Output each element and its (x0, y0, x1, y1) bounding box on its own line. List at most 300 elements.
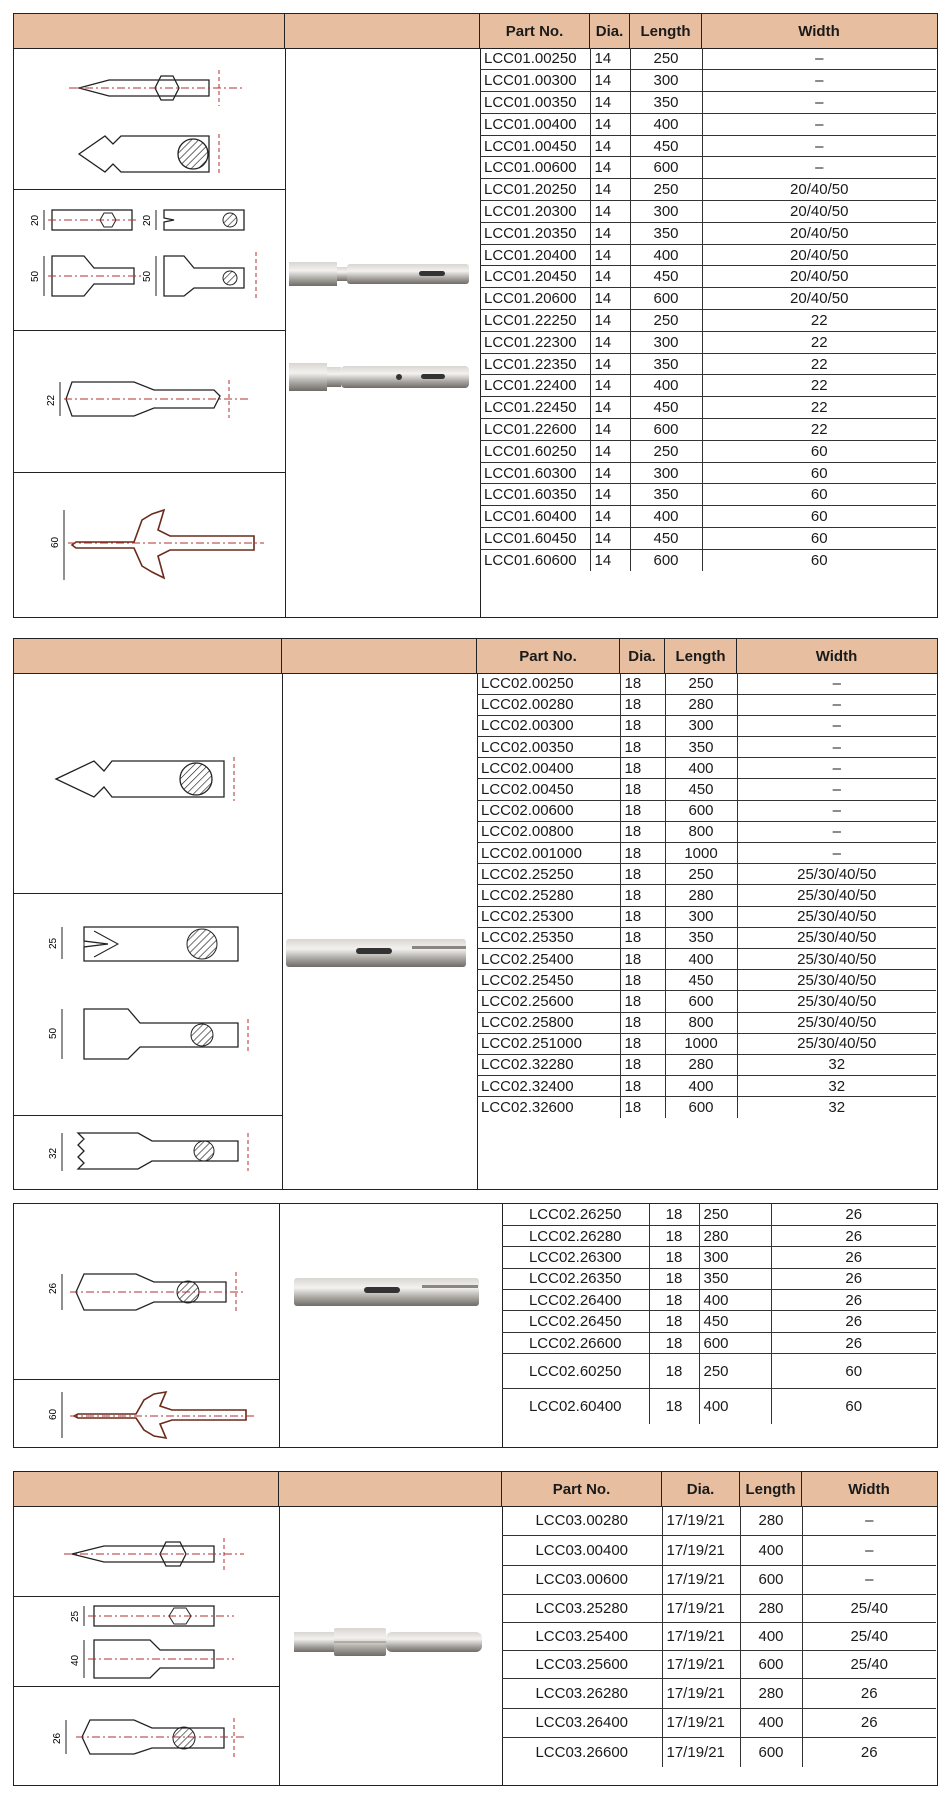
part-no-cell: LCC02.25400 (477, 948, 620, 969)
header-drawing-cell (14, 1472, 279, 1506)
section-3-table (502, 1204, 936, 1424)
dia-cell: 18 (620, 991, 665, 1012)
table-row (480, 135, 936, 157)
dim-25: 25 (70, 1610, 81, 1622)
length-cell: 300 (630, 462, 702, 484)
table-row (477, 948, 936, 969)
table-row (477, 1054, 936, 1075)
width-cell: 26 (771, 1332, 936, 1353)
length-cell: 600 (665, 991, 737, 1012)
dia-cell: 14 (590, 113, 630, 135)
part-no-cell: LCC01.20450 (480, 266, 590, 288)
dim-22: 22 (46, 394, 57, 406)
flat-chisel-drawing (24, 196, 279, 324)
section-1-table (480, 48, 936, 571)
section-2-panel (13, 638, 938, 1190)
table-row (477, 864, 936, 885)
dia-cell: 17/19/21 (662, 1679, 740, 1709)
dim-60: 60 (50, 536, 61, 548)
length-cell: 300 (630, 201, 702, 223)
length-cell: 600 (740, 1651, 802, 1679)
part-no-cell: LCC01.20400 (480, 244, 590, 266)
part-no-cell: LCC01.00250 (480, 48, 590, 70)
width-cell: 60 (702, 462, 936, 484)
part-no-cell: LCC02.00350 (477, 737, 620, 758)
width-cell: 22 (702, 331, 936, 353)
width-cell: 20/40/50 (702, 244, 936, 266)
dim-50b: 50 (142, 270, 153, 282)
header-part-no: Part No. (477, 639, 620, 673)
table-row (477, 673, 936, 694)
dia-cell: 18 (620, 737, 665, 758)
dia-cell: 18 (620, 715, 665, 736)
table-row (502, 1225, 936, 1246)
dim-32: 32 (48, 1147, 59, 1159)
width-cell: – (702, 92, 936, 114)
dim-50: 50 (48, 1027, 59, 1039)
divider (14, 1686, 279, 1687)
divider (14, 472, 285, 473)
length-cell: 250 (630, 310, 702, 332)
length-cell: 400 (699, 1389, 771, 1424)
table-row (480, 70, 936, 92)
width-cell: – (737, 800, 936, 821)
dia-cell: 14 (590, 266, 630, 288)
width-cell: 25/30/40/50 (737, 948, 936, 969)
length-cell: 400 (699, 1290, 771, 1311)
dia-cell: 18 (620, 1033, 665, 1054)
divider (282, 673, 283, 1189)
length-cell: 250 (699, 1204, 771, 1225)
header-dia: Dia. (620, 639, 665, 673)
part-no-cell: LCC03.00400 (502, 1536, 662, 1566)
dia-cell: 14 (590, 310, 630, 332)
part-no-cell: LCC02.26450 (502, 1311, 649, 1332)
header-drawing-cell (14, 14, 285, 48)
dia-cell: 18 (620, 673, 665, 694)
width-cell: 26 (771, 1204, 936, 1225)
table-row (480, 113, 936, 135)
length-cell: 350 (630, 92, 702, 114)
width-cell: 25/40 (802, 1651, 936, 1679)
table-row (477, 927, 936, 948)
section-4-header (14, 1472, 937, 1507)
width-cell: – (802, 1536, 936, 1566)
part-no-cell: LCC02.25600 (477, 991, 620, 1012)
header-dia: Dia. (590, 14, 630, 48)
table-row (480, 157, 936, 179)
length-cell: 450 (630, 135, 702, 157)
dia-cell: 17/19/21 (662, 1506, 740, 1536)
pointed-chisel-drawing (64, 1530, 254, 1578)
length-cell: 800 (665, 821, 737, 842)
length-cell: 300 (665, 906, 737, 927)
width-cell: 25/40 (802, 1623, 936, 1651)
table-row (480, 353, 936, 375)
sds-max-shaft-photo (294, 1272, 489, 1312)
width-cell: – (802, 1506, 936, 1536)
part-no-cell: LCC02.00600 (477, 800, 620, 821)
width-cell: 25/30/40/50 (737, 970, 936, 991)
width-cell: 22 (702, 310, 936, 332)
dia-cell: 18 (620, 1012, 665, 1033)
width-cell: – (702, 113, 936, 135)
table-row (477, 694, 936, 715)
part-no-cell: LCC01.22450 (480, 397, 590, 419)
length-cell: 450 (630, 266, 702, 288)
length-cell: 1000 (665, 843, 737, 864)
table-row (502, 1311, 936, 1332)
section-2-table (477, 673, 936, 1118)
part-no-cell: LCC02.26280 (502, 1225, 649, 1246)
table-row (480, 266, 936, 288)
length-cell: 600 (630, 157, 702, 179)
width-cell: 60 (702, 484, 936, 506)
dim-26: 26 (48, 1282, 59, 1294)
table-row (477, 970, 936, 991)
width-cell: 26 (771, 1290, 936, 1311)
dia-cell: 18 (649, 1268, 699, 1289)
table-row (480, 310, 936, 332)
width-cell: 25/30/40/50 (737, 927, 936, 948)
length-cell: 250 (630, 440, 702, 462)
length-cell: 280 (699, 1225, 771, 1246)
channel-chisel-drawing (34, 1692, 269, 1780)
header-image-cell (282, 639, 477, 673)
dia-cell: 18 (620, 758, 665, 779)
table-row (477, 1012, 936, 1033)
part-no-cell: LCC01.60400 (480, 506, 590, 528)
dia-cell: 17/19/21 (662, 1738, 740, 1768)
width-cell: 32 (828, 1099, 846, 1117)
dia-cell: 18 (620, 864, 665, 885)
table-row (502, 1506, 936, 1536)
wide-chisel-drawing (24, 480, 279, 610)
length-cell: 400 (740, 1536, 802, 1566)
divider (279, 1506, 280, 1785)
dia-cell: 18 (649, 1311, 699, 1332)
length-cell: 450 (699, 1311, 771, 1332)
dia-cell: 14 (590, 506, 630, 528)
dia-cell: 18 (649, 1247, 699, 1268)
part-no-cell: LCC01.60600 (480, 549, 590, 571)
width-cell: 20/40/50 (702, 222, 936, 244)
dia-cell: 14 (590, 419, 630, 441)
table-row (502, 1290, 936, 1311)
dia-cell: 18 (620, 970, 665, 991)
length-cell: 400 (665, 758, 737, 779)
part-no-cell: LCC01.22350 (480, 353, 590, 375)
length-cell: 280 (740, 1595, 802, 1623)
part-no-cell: LCC01.00300 (480, 70, 590, 92)
channel-chisel-drawing (24, 344, 279, 454)
table-row (480, 549, 936, 571)
length-cell: 250 (630, 179, 702, 201)
width-cell: 60 (702, 440, 936, 462)
header-image-cell (279, 1472, 502, 1506)
width-cell: 22 (702, 375, 936, 397)
width-cell: 25/30/40/50 (737, 1012, 936, 1033)
part-no-cell: LCC02.25800 (477, 1012, 620, 1033)
dim-26: 26 (52, 1732, 63, 1744)
length-cell: 250 (665, 864, 737, 885)
dia-cell: 18 (620, 843, 665, 864)
length-cell: 400 (665, 1076, 737, 1097)
table-row (477, 991, 936, 1012)
part-no-cell: LCC02.25280 (477, 885, 620, 906)
part-no-cell: LCC02.00250 (477, 673, 620, 694)
dia-cell: 14 (590, 353, 630, 375)
table-row (477, 906, 936, 927)
width-cell: 25/30/40/50 (737, 885, 936, 906)
dia-cell: 14 (590, 397, 630, 419)
length-cell: 450 (665, 970, 737, 991)
width-cell: 26 (771, 1225, 936, 1246)
length-cell: 300 (699, 1247, 771, 1268)
part-no-cell: LCC03.00600 (502, 1565, 662, 1595)
dia-cell: 18 (620, 779, 665, 800)
table-row (480, 92, 936, 114)
part-no-cell: LCC02.25450 (477, 970, 620, 991)
length-cell: 600 (699, 1332, 771, 1353)
width-cell: 20/40/50 (702, 266, 936, 288)
table-row (480, 419, 936, 441)
width-cell: 60 (845, 1397, 863, 1415)
part-no-cell: LCC01.00450 (480, 135, 590, 157)
dia-cell: 14 (590, 484, 630, 506)
header-width: Width (815, 647, 858, 665)
dia-cell: 14 (590, 462, 630, 484)
dia-cell: 14 (590, 222, 630, 244)
dia-cell: 14 (590, 244, 630, 266)
length-cell: 400 (630, 506, 702, 528)
part-no-cell: LCC02.00450 (477, 779, 620, 800)
length-cell: 400 (740, 1623, 802, 1651)
header-length: Length (630, 14, 702, 48)
table-row (502, 1536, 936, 1566)
dia-cell: 18 (620, 694, 665, 715)
dia-cell: 18 (620, 927, 665, 948)
length-cell: 400 (630, 375, 702, 397)
dia-cell: 18 (620, 906, 665, 927)
hex-shaft-photo (294, 1622, 494, 1662)
divider (279, 1204, 280, 1447)
table-row (480, 288, 936, 310)
part-no-cell: LCC02.26300 (502, 1247, 649, 1268)
width-cell: 26 (860, 1744, 878, 1761)
table-row (502, 1708, 936, 1738)
table-row (502, 1332, 936, 1353)
table-row (480, 201, 936, 223)
dia-cell: 18 (649, 1225, 699, 1246)
table-row (480, 484, 936, 506)
dia-cell: 14 (590, 375, 630, 397)
part-no-cell: LCC03.26400 (502, 1708, 662, 1738)
table-row (477, 1076, 936, 1097)
table-row (502, 1738, 936, 1768)
sds-plus-shaft-photo (289, 254, 479, 294)
part-no-cell: LCC02.00400 (477, 758, 620, 779)
length-cell: 280 (740, 1679, 802, 1709)
length-cell: 300 (630, 70, 702, 92)
section-1-header (14, 14, 937, 49)
dia-cell: 17/19/21 (662, 1708, 740, 1738)
sds-hex-shaft-photo (289, 357, 479, 397)
dia-cell: 17/19/21 (662, 1595, 740, 1623)
section-3-panel (13, 1203, 938, 1448)
section-4-table (502, 1506, 936, 1767)
divider (14, 189, 285, 190)
part-no-cell: LCC01.60450 (480, 528, 590, 550)
dia-cell: 14 (590, 48, 630, 70)
part-no-cell: LCC01.22400 (480, 375, 590, 397)
length-cell: 300 (630, 331, 702, 353)
width-cell: – (737, 694, 936, 715)
width-cell: 60 (771, 1354, 936, 1389)
part-no-cell: LCC01.22600 (480, 419, 590, 441)
width-cell: 26 (771, 1311, 936, 1332)
dia-cell: 14 (590, 70, 630, 92)
divider (14, 1596, 279, 1597)
table-row (480, 48, 936, 70)
divider (14, 330, 285, 331)
width-cell: 22 (702, 419, 936, 441)
channel-chisel-drawing (26, 1254, 276, 1334)
dia-cell: 14 (590, 157, 630, 179)
part-no-cell: LCC02.32600 (477, 1097, 620, 1118)
flat-chisel-drawing (28, 909, 278, 1099)
part-no-cell: LCC01.60250 (480, 440, 590, 462)
length-cell: 280 (665, 1054, 737, 1075)
table-row (502, 1354, 936, 1389)
length-cell: 600 (630, 419, 702, 441)
part-no-cell: LCC02.26400 (502, 1290, 649, 1311)
dia-cell: 14 (590, 179, 630, 201)
length-cell: 350 (665, 927, 737, 948)
length-cell: 280 (665, 694, 737, 715)
part-no-cell: LCC02.26350 (502, 1268, 649, 1289)
width-cell: 26 (802, 1708, 936, 1738)
width-cell: – (737, 821, 936, 842)
part-no-cell: LCC03.00280 (502, 1506, 662, 1536)
width-cell: 60 (810, 551, 828, 569)
part-no-cell: LCC01.22250 (480, 310, 590, 332)
header-part-no: Part No. (502, 1472, 662, 1506)
part-no-cell: LCC01.22300 (480, 331, 590, 353)
section-1-panel (13, 13, 938, 618)
dim-60: 60 (48, 1408, 59, 1420)
part-no-cell: LCC01.00350 (480, 92, 590, 114)
length-cell: 450 (630, 528, 702, 550)
dia-cell: 17/19/21 (662, 1623, 740, 1651)
header-dia: Dia. (662, 1472, 740, 1506)
wide-chisel-drawing (26, 1384, 276, 1446)
part-no-cell: LCC03.25600 (502, 1651, 662, 1679)
dia-cell: 14 (590, 92, 630, 114)
dia-cell: 18 (620, 1054, 665, 1075)
table-row (480, 179, 936, 201)
dia-cell: 17/19/21 (662, 1565, 740, 1595)
part-no-cell: LCC01.20600 (480, 288, 590, 310)
width-cell: 20/40/50 (702, 201, 936, 223)
table-row (477, 885, 936, 906)
width-cell: – (737, 715, 936, 736)
dia-cell: 18 (620, 1076, 665, 1097)
width-cell: 32 (737, 1054, 936, 1075)
table-row (480, 375, 936, 397)
dia-cell: 17/19/21 (662, 1536, 740, 1566)
table-row (477, 715, 936, 736)
dia-cell: 14 (590, 288, 630, 310)
dia-cell: 17/19/21 (662, 1651, 740, 1679)
width-cell: 25/30/40/50 (737, 991, 936, 1012)
length-cell: 800 (665, 1012, 737, 1033)
table-row (502, 1565, 936, 1595)
dia-cell: 14 (590, 440, 630, 462)
dia-cell: 18 (649, 1354, 699, 1389)
length-cell: 350 (630, 222, 702, 244)
length-cell: 400 (665, 948, 737, 969)
dim-20a: 20 (30, 214, 41, 226)
part-no-cell: LCC02.251000 (477, 1033, 620, 1054)
dia-cell: 14 (590, 528, 630, 550)
part-no-cell: LCC01.60350 (480, 484, 590, 506)
divider (14, 1379, 279, 1380)
table-row (477, 800, 936, 821)
divider (285, 48, 286, 617)
part-no-cell: LCC02.25350 (477, 927, 620, 948)
width-cell: 26 (802, 1679, 936, 1709)
divider (14, 893, 282, 894)
width-cell: 20/40/50 (702, 288, 936, 310)
length-cell: 600 (630, 288, 702, 310)
header-part-no: Part No. (480, 14, 590, 48)
width-cell: – (737, 673, 936, 694)
width-cell: – (802, 1565, 936, 1595)
width-cell: 25/40 (802, 1595, 936, 1623)
part-no-cell: LCC01.00400 (480, 113, 590, 135)
part-no-cell: LCC01.20350 (480, 222, 590, 244)
section-4-panel (13, 1471, 938, 1786)
part-no-cell: LCC02.00280 (477, 694, 620, 715)
dia-cell: 18 (620, 1097, 665, 1118)
table-row (477, 821, 936, 842)
table-row (477, 779, 936, 800)
header-drawing-cell (14, 639, 282, 673)
part-no-cell: LCC02.60250 (502, 1354, 649, 1389)
dia-cell: 18 (649, 1290, 699, 1311)
dia-cell: 18 (649, 1332, 699, 1353)
width-cell: – (737, 843, 936, 864)
width-cell: – (737, 758, 936, 779)
flat-chisel-drawing (64, 1600, 264, 1684)
part-no-cell: LCC01.20300 (480, 201, 590, 223)
length-cell: 400 (740, 1708, 802, 1738)
length-cell: 350 (699, 1268, 771, 1289)
length-cell: 600 (665, 800, 737, 821)
toothed-chisel-drawing (28, 1119, 278, 1185)
width-cell: 22 (702, 397, 936, 419)
dia-cell: 18 (649, 1204, 699, 1225)
pointed-chisel-drawing (69, 64, 249, 179)
dia-cell: 18 (620, 948, 665, 969)
width-cell: – (737, 737, 936, 758)
header-width: Width (798, 22, 840, 40)
dim-40: 40 (70, 1654, 81, 1666)
part-no-cell: LCC03.25400 (502, 1623, 662, 1651)
part-no-cell: LCC02.001000 (477, 843, 620, 864)
header-image-cell (285, 14, 480, 48)
